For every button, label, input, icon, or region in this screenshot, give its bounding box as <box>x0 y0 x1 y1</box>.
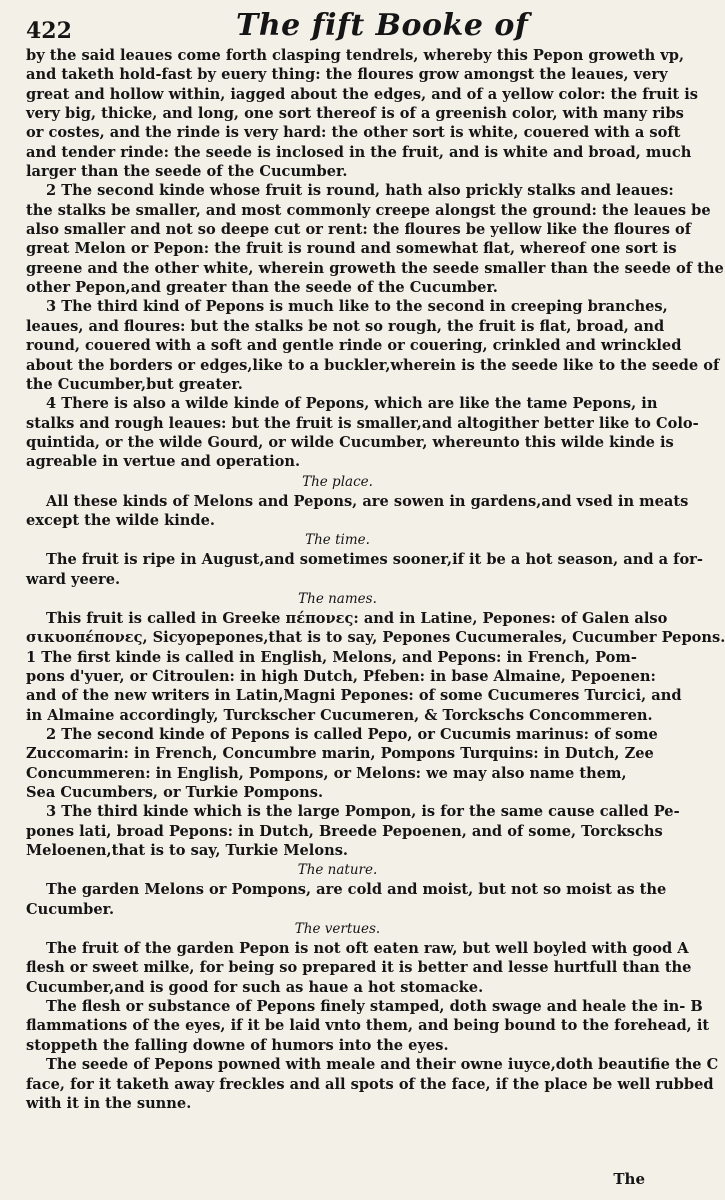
text-line: also smaller and not so deepe cut or rent: the floures be yellow like the floures of <box>26 221 692 239</box>
text-line: pons d'yuer, or Citroulen: in high Dutch, Pfeben: in base Almaine, Pepoenen: <box>26 667 656 685</box>
text-line: The fruit of the garden Pepon is not oft eaten raw, but well boyled with good A <box>46 940 689 958</box>
text-line: stoppeth the falling downe of humors into the eyes. <box>26 1036 449 1054</box>
paragraph <box>26 997 710 1055</box>
text-line: 3 The third kinde which is the large Pompon, is for the same cause called Pe- <box>46 803 680 821</box>
page-number: 422 <box>26 18 72 44</box>
text-line: pones lati, broad Pepons: in Dutch, Breede Pepoenen, and of some, Torckschs <box>26 822 663 840</box>
text-line: or costes, and the rinde is very hard: the other sort is white, couered with a soft <box>26 124 681 142</box>
text-line: and taketh hold-fast by euery thing: the floures grow amongst the leaues, very <box>26 66 668 84</box>
paragraph <box>26 880 667 919</box>
text-line: and tender rinde: the seede is inclosed in the fruit, and is white and broad, much <box>26 143 692 161</box>
text-line: Sea Cucumbers, or Turkie Pompons. <box>26 784 324 802</box>
text-line: other Pepon,and greater than the seede of the Cucumber. <box>26 279 498 297</box>
text-line: great and hollow within, iagged about the edges, and of a yellow color: the fruit is <box>26 85 698 103</box>
text-line: larger than the seede of the Cucumber. <box>26 163 348 181</box>
text-line: stalks and rough leaues: but the fruit is smaller,and altogither better like to Colo- <box>26 414 699 432</box>
text-line: All these kinds of Melons and Pepons, are sowen in gardens,and vsed in meats <box>46 492 689 510</box>
text-line: great Melon or Pepon: the fruit is round and somewhat flat, whereof one sort is <box>26 240 677 258</box>
paragraph <box>26 802 680 860</box>
text-line: Meloenen,that is to say, Turkie Melons. <box>26 842 348 860</box>
paragraph <box>26 609 725 725</box>
text-line: ward yeere. <box>26 570 121 588</box>
text-line: except the wilde kinde. <box>26 511 215 529</box>
text-line: 1 The first kinde is called in English, Melons, and Pepons: in French, Pom- <box>26 648 637 666</box>
paragraph <box>26 1055 719 1113</box>
section-heading: The vertues. <box>294 921 381 938</box>
text-line: the Cucumber,but greater. <box>26 375 243 393</box>
text-line: σικυοπέπονες, Sicyopepones,that is to say, Pepones Cucumerales, Cucumber Pepons. <box>26 629 725 647</box>
text-line: This fruit is called in Greeke πέπονες: and in Latine, Pepones: of Galen also <box>46 609 668 627</box>
text-line: The seede of Pepons powned with meale and their owne iuyce,doth beautifie the C <box>46 1056 719 1074</box>
text-line: quintida, or the wilde Gourd, or wilde Cucumber, whereunto this wilde kinde is <box>26 433 674 451</box>
section-heading: The nature. <box>297 862 378 879</box>
text-line: Zuccomarin: in French, Concumbre marin, Pompons Turquins: in Dutch, Zee <box>26 745 654 763</box>
text-line: The flesh or substance of Pepons finely stamped, doth swage and heale the in- B <box>46 998 703 1016</box>
text-line: and of the new writers in Latin,Magni Pepones: of some Cucumeres Turcici, and <box>26 687 682 705</box>
section-heading: The time. <box>305 532 370 549</box>
paragraph <box>26 725 658 802</box>
page-body <box>26 46 725 1113</box>
page-header <box>26 6 649 46</box>
text-line: by the said leaues come forth clasping tendrels, whereby this Pepon groweth vp, <box>26 47 685 64</box>
paragraph <box>26 492 689 531</box>
section-heading: The place. <box>302 473 373 490</box>
text-line: about the borders or edges,like to a buckler,wherein is the seede like to the seede of <box>26 356 720 374</box>
text-line: 2 The second kinde of Pepons is called Pepo, or Cucumis marinus: of some <box>46 726 658 743</box>
text-line: agreable in vertue and operation. <box>26 453 301 471</box>
text-line: face, for it taketh away freckles and all spots of the face, if the place be well rubbed <box>26 1075 714 1093</box>
text-line: in Almaine accordingly, Turckscher Cucumeren, & Torckschs Concommeren. <box>26 706 653 724</box>
text-line: very big, thicke, and long, one sort thereof is of a greenish color, with many ribs <box>26 105 684 123</box>
text-line: The fruit is ripe in August,and sometimes sooner,if it be a hot season, and a for- <box>46 551 703 569</box>
paragraph <box>26 297 720 394</box>
paragraph <box>26 394 699 471</box>
text-line: 4 There is also a wilde kinde of Pepons, which are like the tame Pepons, in <box>46 395 658 413</box>
paragraph <box>26 181 724 297</box>
text-line: Concummeren: in English, Pompons, or Melons: we may also name them, <box>26 764 627 782</box>
text-line: the stalks be smaller, and most commonly creepe alongst the ground: the leaues be <box>26 201 711 219</box>
text-line: 2 The second kinde whose fruit is round, hath also prickly stalks and leaues: <box>46 182 674 200</box>
text-line: 3 The third kind of Pepons is much like to the second in creeping branches, <box>46 298 668 316</box>
text-line: The garden Melons or Pompons, are cold and moist, but not so moist as the <box>46 881 667 899</box>
catchword: The <box>613 1170 645 1188</box>
text-line: Cucumber. <box>26 900 115 918</box>
paragraph <box>26 550 703 589</box>
section-heading: The names. <box>298 590 377 607</box>
text-line: Cucumber,and is good for such as haue a hot stomacke. <box>26 978 484 996</box>
text-line: flammations of the eyes, if it be laid vnto them, and being bound to the forehead, it <box>26 1017 710 1035</box>
text-line: flesh or sweet milke, for being so prepared it is better and lesse hurtfull than the <box>26 959 692 977</box>
text-line: with it in the sunne. <box>26 1094 192 1112</box>
running-head: The fift Booke of <box>236 8 529 43</box>
paragraph <box>26 939 692 997</box>
text-line: leaues, and floures: but the stalks be not so rough, the fruit is flat, broad, and <box>26 317 665 335</box>
text-line: greene and the other white, wherein groweth the seede smaller than the seede of the <box>26 259 724 277</box>
text-line: round, couered with a soft and gentle rinde or couering, crinkled and wrinckled <box>26 337 682 355</box>
paragraph <box>26 46 698 181</box>
